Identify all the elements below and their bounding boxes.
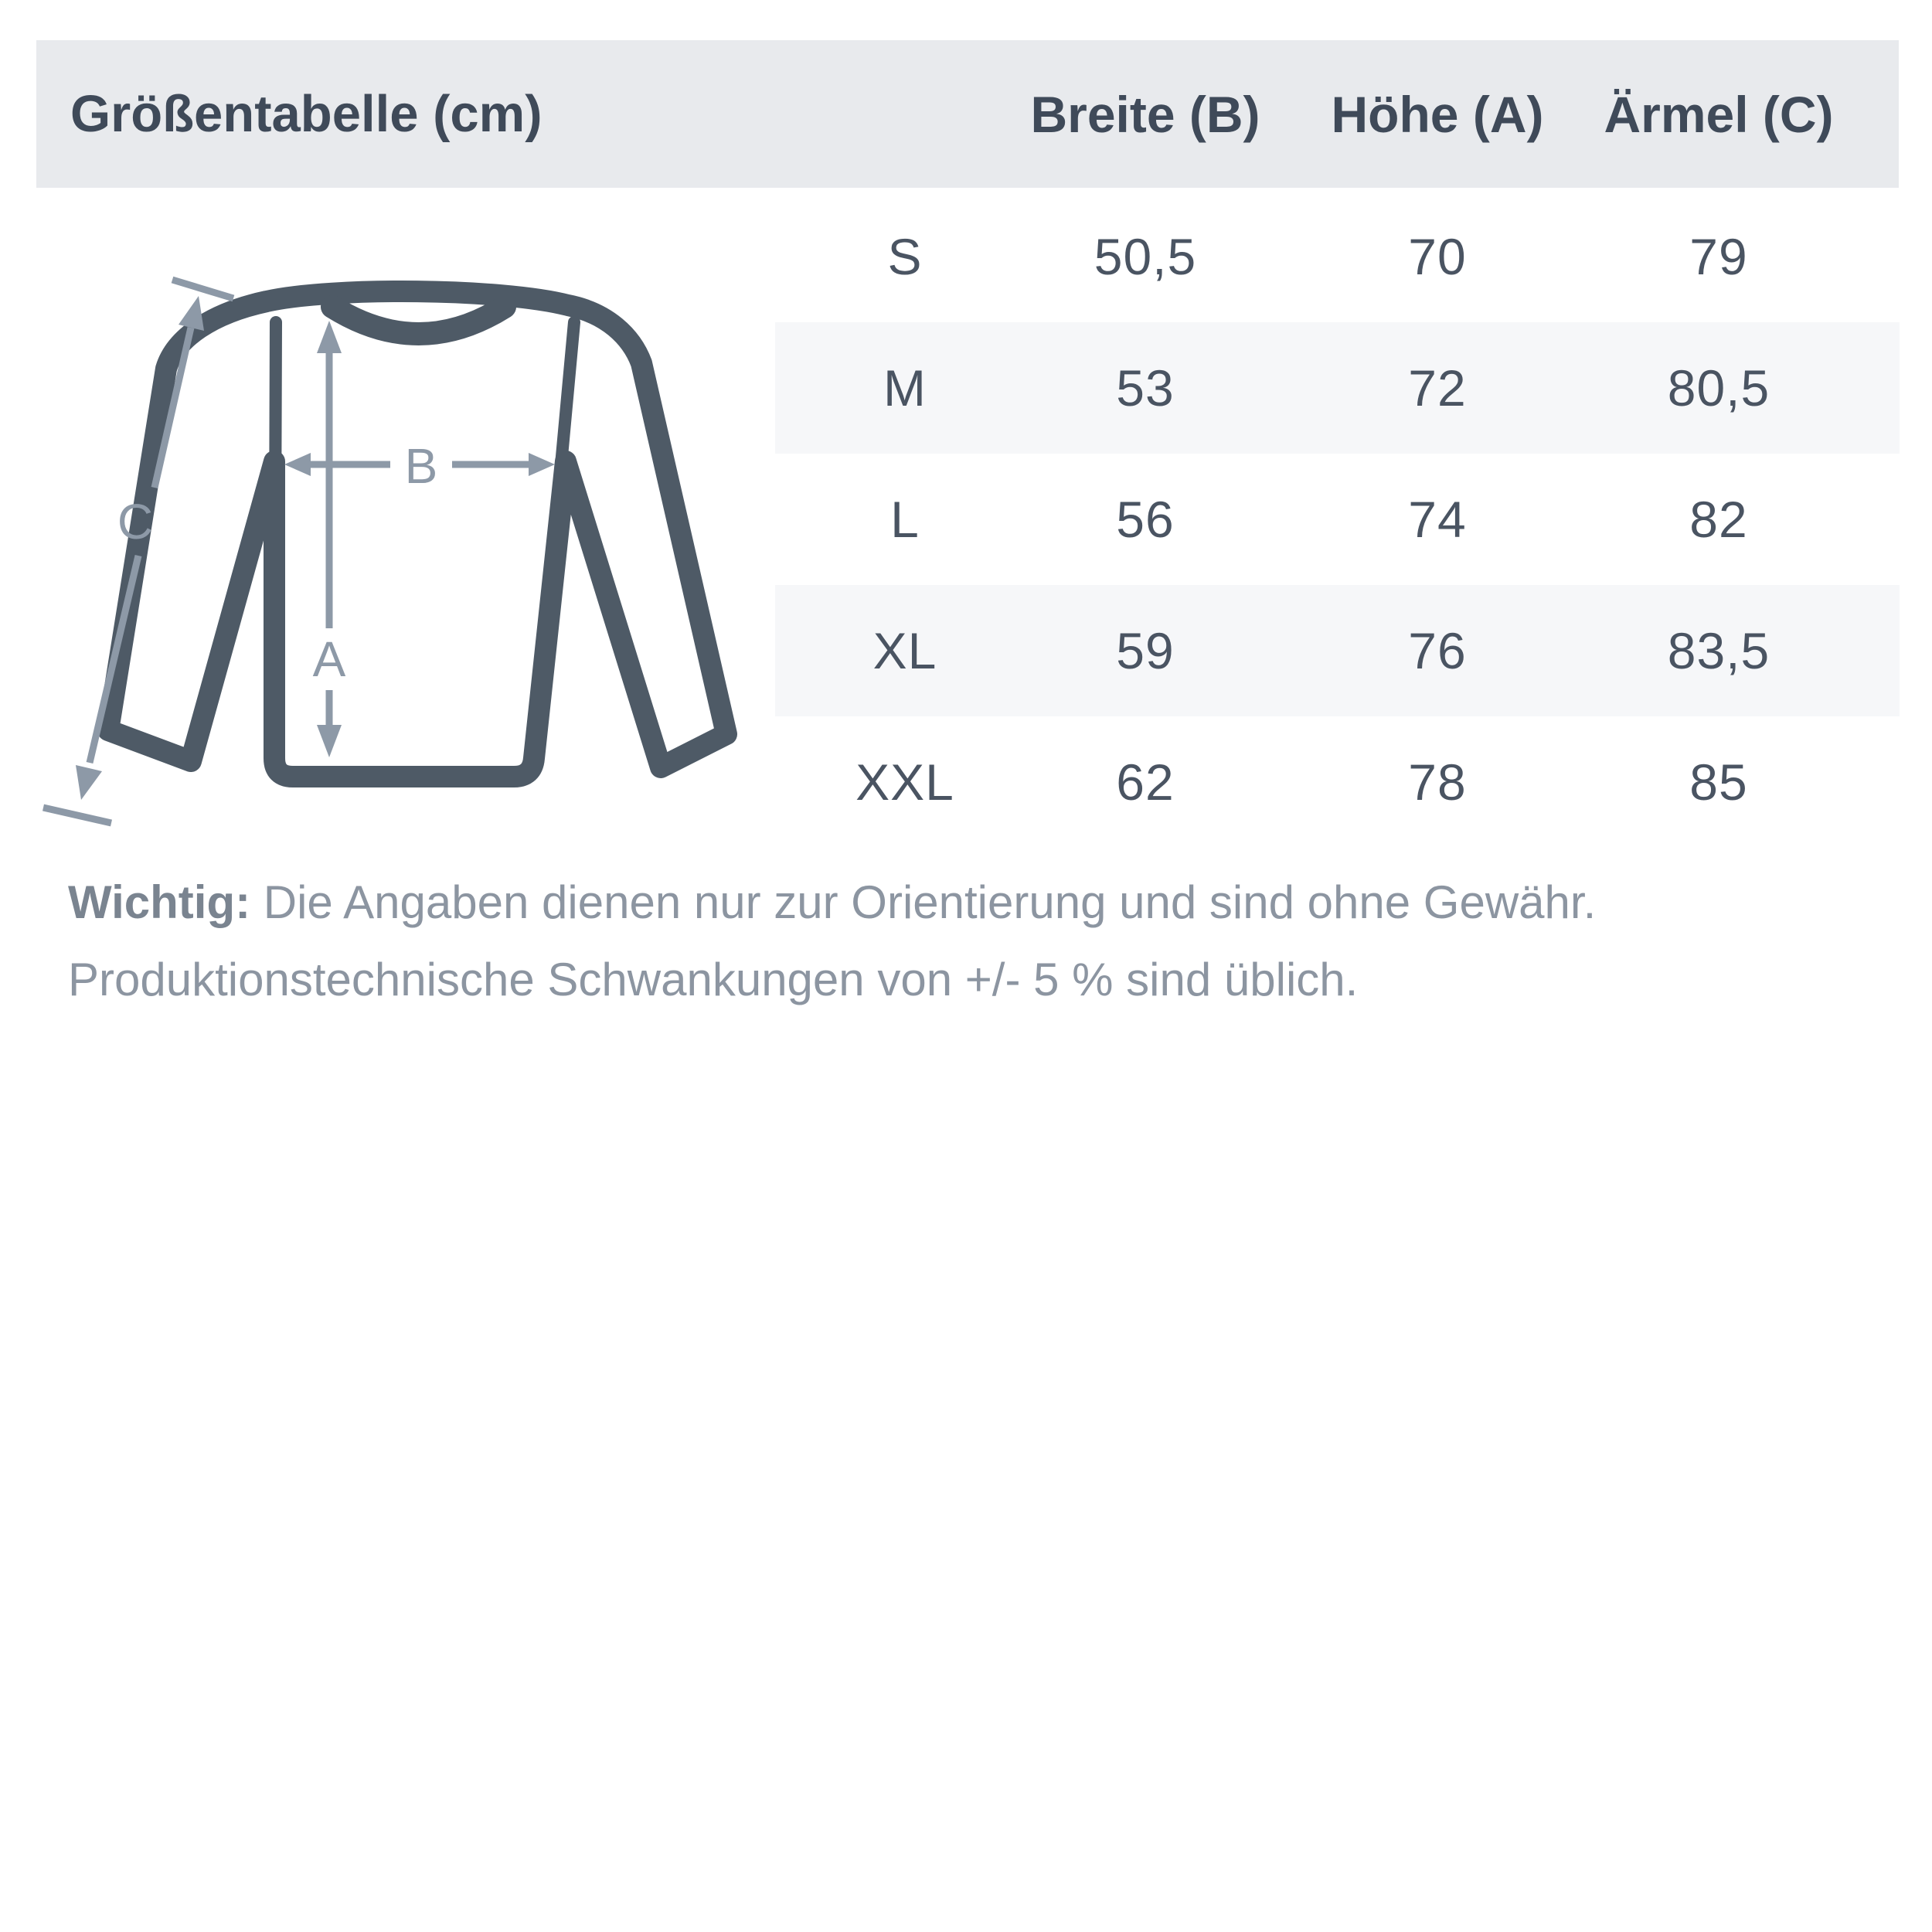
longsleeve-shirt-icon [108,291,726,777]
column-header-hoehe: Höhe (A) [1331,85,1544,143]
aermel-value: 80,5 [1667,359,1770,417]
aermel-value: 79 [1689,228,1748,285]
size-label: XL [872,622,937,679]
label-b: B [404,438,438,494]
right-seam-line [534,322,574,758]
note-line-1 [68,864,1869,941]
size-label: S [887,228,923,285]
size-label: M [883,359,927,417]
hoehe-value: 74 [1408,491,1467,548]
breite-value: 62 [1116,753,1175,811]
sleeve-tick-top [172,280,233,298]
size-label: L [890,491,920,548]
aermel-value: 82 [1689,491,1748,548]
column-header-aermel: Ärmel (C) [1604,85,1834,143]
sleeve-tick-bottom [43,808,111,823]
disclaimer-note [68,864,1869,1019]
collar-line [332,307,505,334]
table-row-xxl [775,716,1900,848]
note-line-2: Produktionstechnische Schwankungen von +/- 5 % sind üblich. [68,954,1359,1005]
hoehe-value: 76 [1408,622,1467,679]
aermel-value: 85 [1689,753,1748,811]
note-bold-label: Wichtig: [68,876,251,928]
size-chart-header-bar [36,40,1899,188]
size-table [775,191,1900,848]
table-row-l [775,454,1900,585]
left-seam-line [274,322,276,758]
hoehe-value: 70 [1408,228,1467,285]
table-row-s [775,191,1900,322]
hoehe-value: 72 [1408,359,1467,417]
breite-value: 56 [1116,491,1175,548]
breite-value: 59 [1116,622,1175,679]
aermel-value: 83,5 [1667,622,1770,679]
breite-value: 53 [1116,359,1175,417]
column-header-breite: Breite (B) [1030,85,1260,143]
hoehe-value: 78 [1408,753,1467,811]
note-line-1-text: Die Angaben dienen nur zur Orientierung und sind ohne Gewähr. [250,876,1597,928]
table-row-m [775,322,1900,454]
table-row-xl [775,585,1900,716]
shirt-measurement-diagram [43,274,746,885]
breite-value: 50,5 [1094,228,1197,285]
page-title: Größentabelle (cm) [70,85,543,143]
size-label: XXL [855,753,954,811]
column-headers [775,40,1900,188]
label-a: A [312,631,346,687]
label-c: C [117,494,154,549]
height-arrow-a [317,321,342,757]
